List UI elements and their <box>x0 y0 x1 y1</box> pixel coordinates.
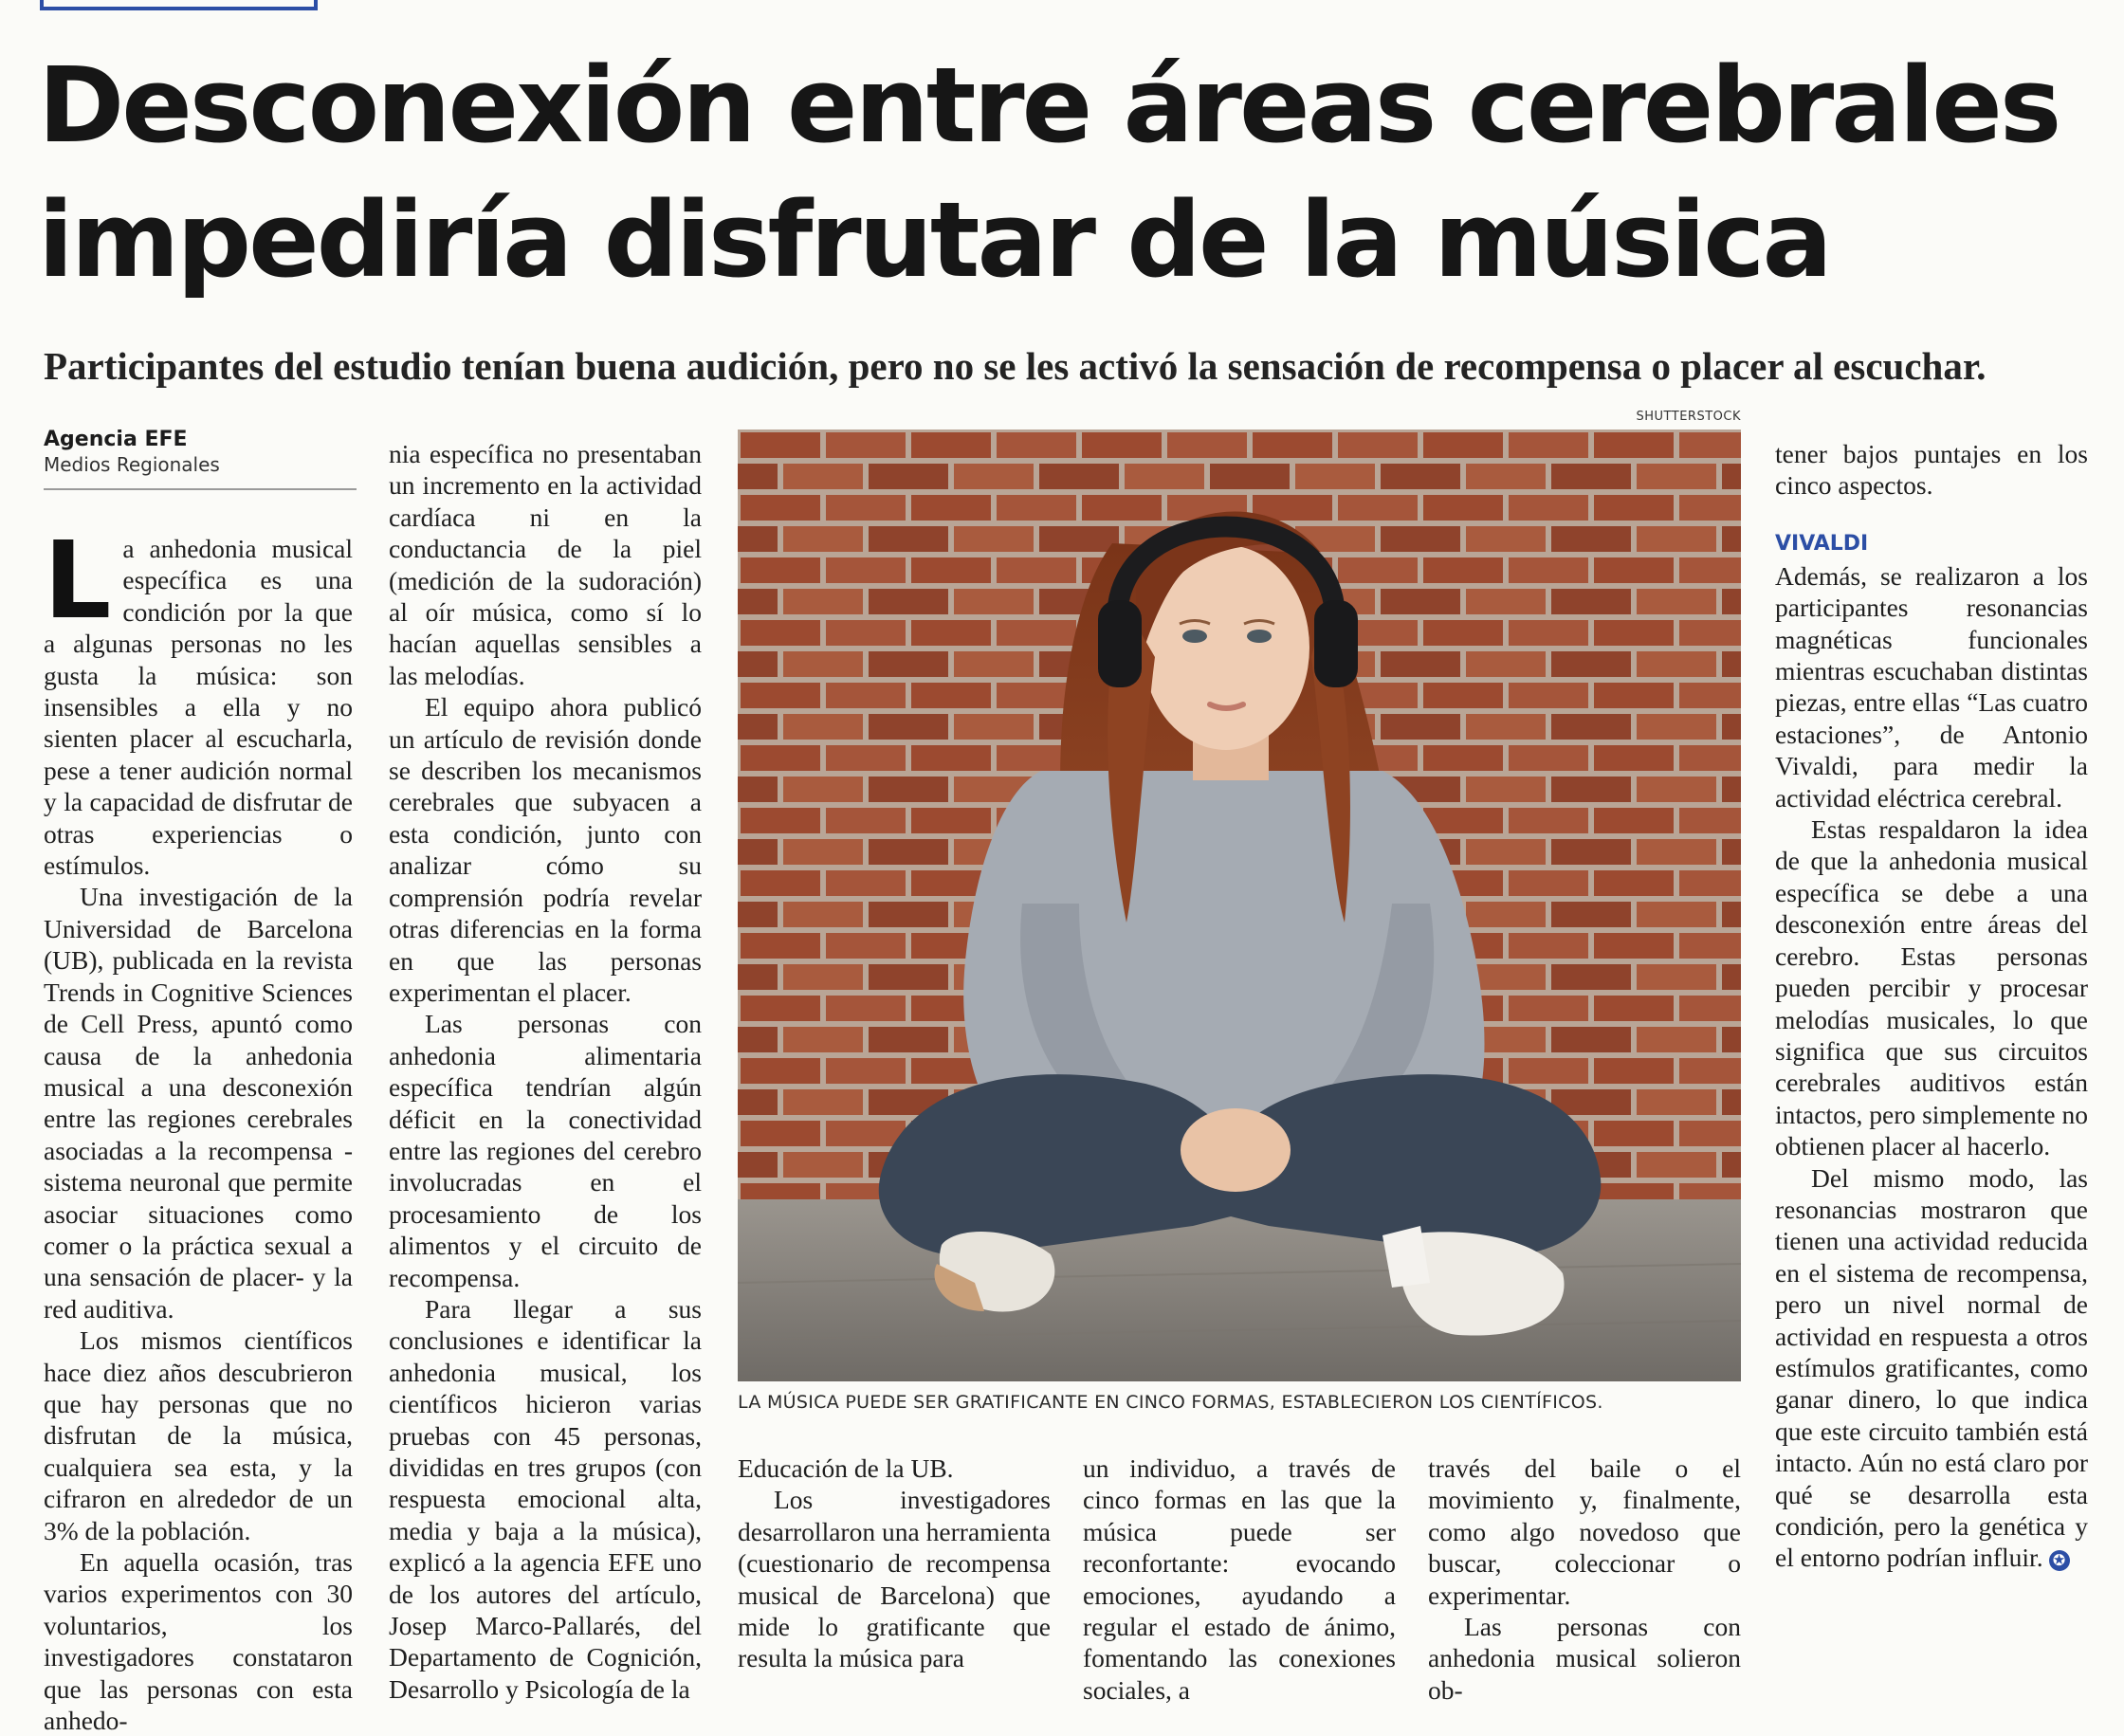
paragraph-5: nia específica no presentaban un incremento en la actividad cardíaca ni en la conductancia de la piel (medición de la sudoración) al oír música, como sí lo hacían aquellas sensibles a las melodías. <box>389 439 702 690</box>
photo <box>738 429 1741 1381</box>
dropcap: L <box>44 520 112 643</box>
paragraph-16: Estas respaldaron la idea de que la anhedonia musical específica se debe a una desconexión entre áreas del cerebro. Estas personas pueden percibir y procesar melodías musicales, lo que significa que sus circuitos cerebrales auditivos están intactos, pero simplemente no obtienen placer al hacerlo. <box>1775 814 2088 1161</box>
paragraph-8: Para llegar a sus conclusiones e identificar la anhedonia musical, los científicos hicieron varias pruebas con 45 personas, divididas en tres grupos (con respuesta emocional alta, media y baja a la música), explicó a la agencia EFE uno de los autores del artículo, Josep Marco-Pallarés, del Departamento de Cognición, Desarrollo y Psicología de la <box>389 1293 702 1704</box>
article-column-2 <box>389 438 702 1704</box>
byline <box>44 427 357 490</box>
photo-credit: SHUTTERSTOCK <box>1636 410 1741 424</box>
paragraph-1 <box>44 520 353 881</box>
article-column-1 <box>44 520 353 1736</box>
paragraph-7: Las personas con anhedonia alimentaria específica tendrían algún déficit en la conectividad entre las regiones del cerebro involucradas en el procesamiento de los alimentos y el circuito de recompensa. <box>389 1009 702 1292</box>
article-column-6 <box>1775 438 2088 1680</box>
end-circle-icon: ✪ <box>2049 1550 2070 1571</box>
article-column-3 <box>738 1453 1051 1680</box>
paragraph-3: Los mismos científicos hace diez años descubrieron que hay personas que no disfrutan de la música, cualquiera sea esta, y la cifraron en alrededor de un 3% de la población. <box>44 1325 353 1545</box>
paragraph-2: Una investigación de la Universidad de Barcelona (UB), publicada en la revista Trends in Cognitive Sciences de Cell Press, apuntó como causa de la anhedonia musical a una desconexión entre las regiones cerebrales asociadas a la recompensa -sistema neuronal que permite asociar situaciones como comer o la práctica sexual a una sensación de placer- y la red auditiva. <box>44 882 353 1324</box>
paragraph-9: Educación de la UB. <box>738 1453 954 1483</box>
headline-line-2: impediría disfrutar de la música <box>38 179 1830 301</box>
paragraph-10: Los investigadores desarrollaron una herramienta (cuestionario de recompensa musical de Barcelona) que mide lo gratificante que resulta la música para <box>738 1485 1051 1673</box>
paragraph-17 <box>1775 1162 2088 1574</box>
subhead: Participantes del estudio tenían buena audición, pero no se les activó la sensación de recompensa o placer al escuchar. <box>44 344 1987 388</box>
girl-with-headphones-illustration <box>738 429 1741 1381</box>
photo-caption: LA MÚSICA PUEDE SER GRATIFICANTE EN CINCO FORMAS, ESTABLECIERON LOS CIENTÍFICOS. <box>738 1392 1603 1413</box>
headline <box>38 38 2105 307</box>
paragraph-14: tener bajos puntajes en los cinco aspectos. <box>1775 439 2088 501</box>
paragraph-12: través del baile o el movimiento y, finalmente, como algo novedoso que buscar, coleccionar o experimentar. <box>1428 1453 1741 1610</box>
article-column-4 <box>1083 1453 1396 1705</box>
byline-agency: Agencia EFE <box>44 428 188 451</box>
section-tag-bracket <box>40 0 318 10</box>
paragraph-15: Además, se realizaron a los participantes resonancias magnéticas funcionales mientras escuchaban distintas piezas, entre ellas “Las cuatro estaciones”, de Antonio Vivaldi, para medir la actividad eléctrica cerebral. <box>1775 560 2088 813</box>
headline-line-1: Desconexión entre áreas cerebrales <box>38 45 2060 166</box>
paragraph-1-text: a anhedonia musical específica es una condición por la que a algunas personas no les gusta la música: son insensibles a ella y no sienten placer al escucharla, pese a tener audición normal y la capacidad de disfrutar de otras experiencias o estímulos. <box>44 534 353 881</box>
paragraph-6: El equipo ahora publicó un artículo de revisión donde se describen los mecanismos cerebrales que subyacen a esta condición, junto con analizar cómo su comprensión podría revelar otras diferencias en la forma en que las personas experimentan el placer. <box>389 692 702 1007</box>
article-column-5 <box>1428 1453 1741 1705</box>
paragraph-4: En aquella ocasión, tras varios experimentos con 30 voluntarios, los investigadores constataron que las personas con esta anhedo- <box>44 1547 353 1736</box>
byline-region: Medios Regionales <box>44 453 220 476</box>
paragraph-11: un individuo, a través de cinco formas en las que la música puede ser reconfortante: evocando emociones, ayudando a regular el estado de ánimo, fomentando las conexiones sociales, a <box>1083 1453 1396 1705</box>
section-title-vivaldi: VIVALDI <box>1775 531 1869 556</box>
paragraph-13: Las personas con anhedonia musical solieron ob- <box>1428 1612 1741 1705</box>
paragraph-17-text: Del mismo modo, las resonancias mostraron que tienen una actividad reducida en el sistema de recompensa, pero un nivel normal de actividad en respuesta a otros estímulos gratificantes, como ganar dinero, lo que indica que este circuito también está intacto. Aún no está claro por qué se desarrolla esta condición, pero la genética y el entorno podrían influir. <box>1775 1162 2088 1573</box>
